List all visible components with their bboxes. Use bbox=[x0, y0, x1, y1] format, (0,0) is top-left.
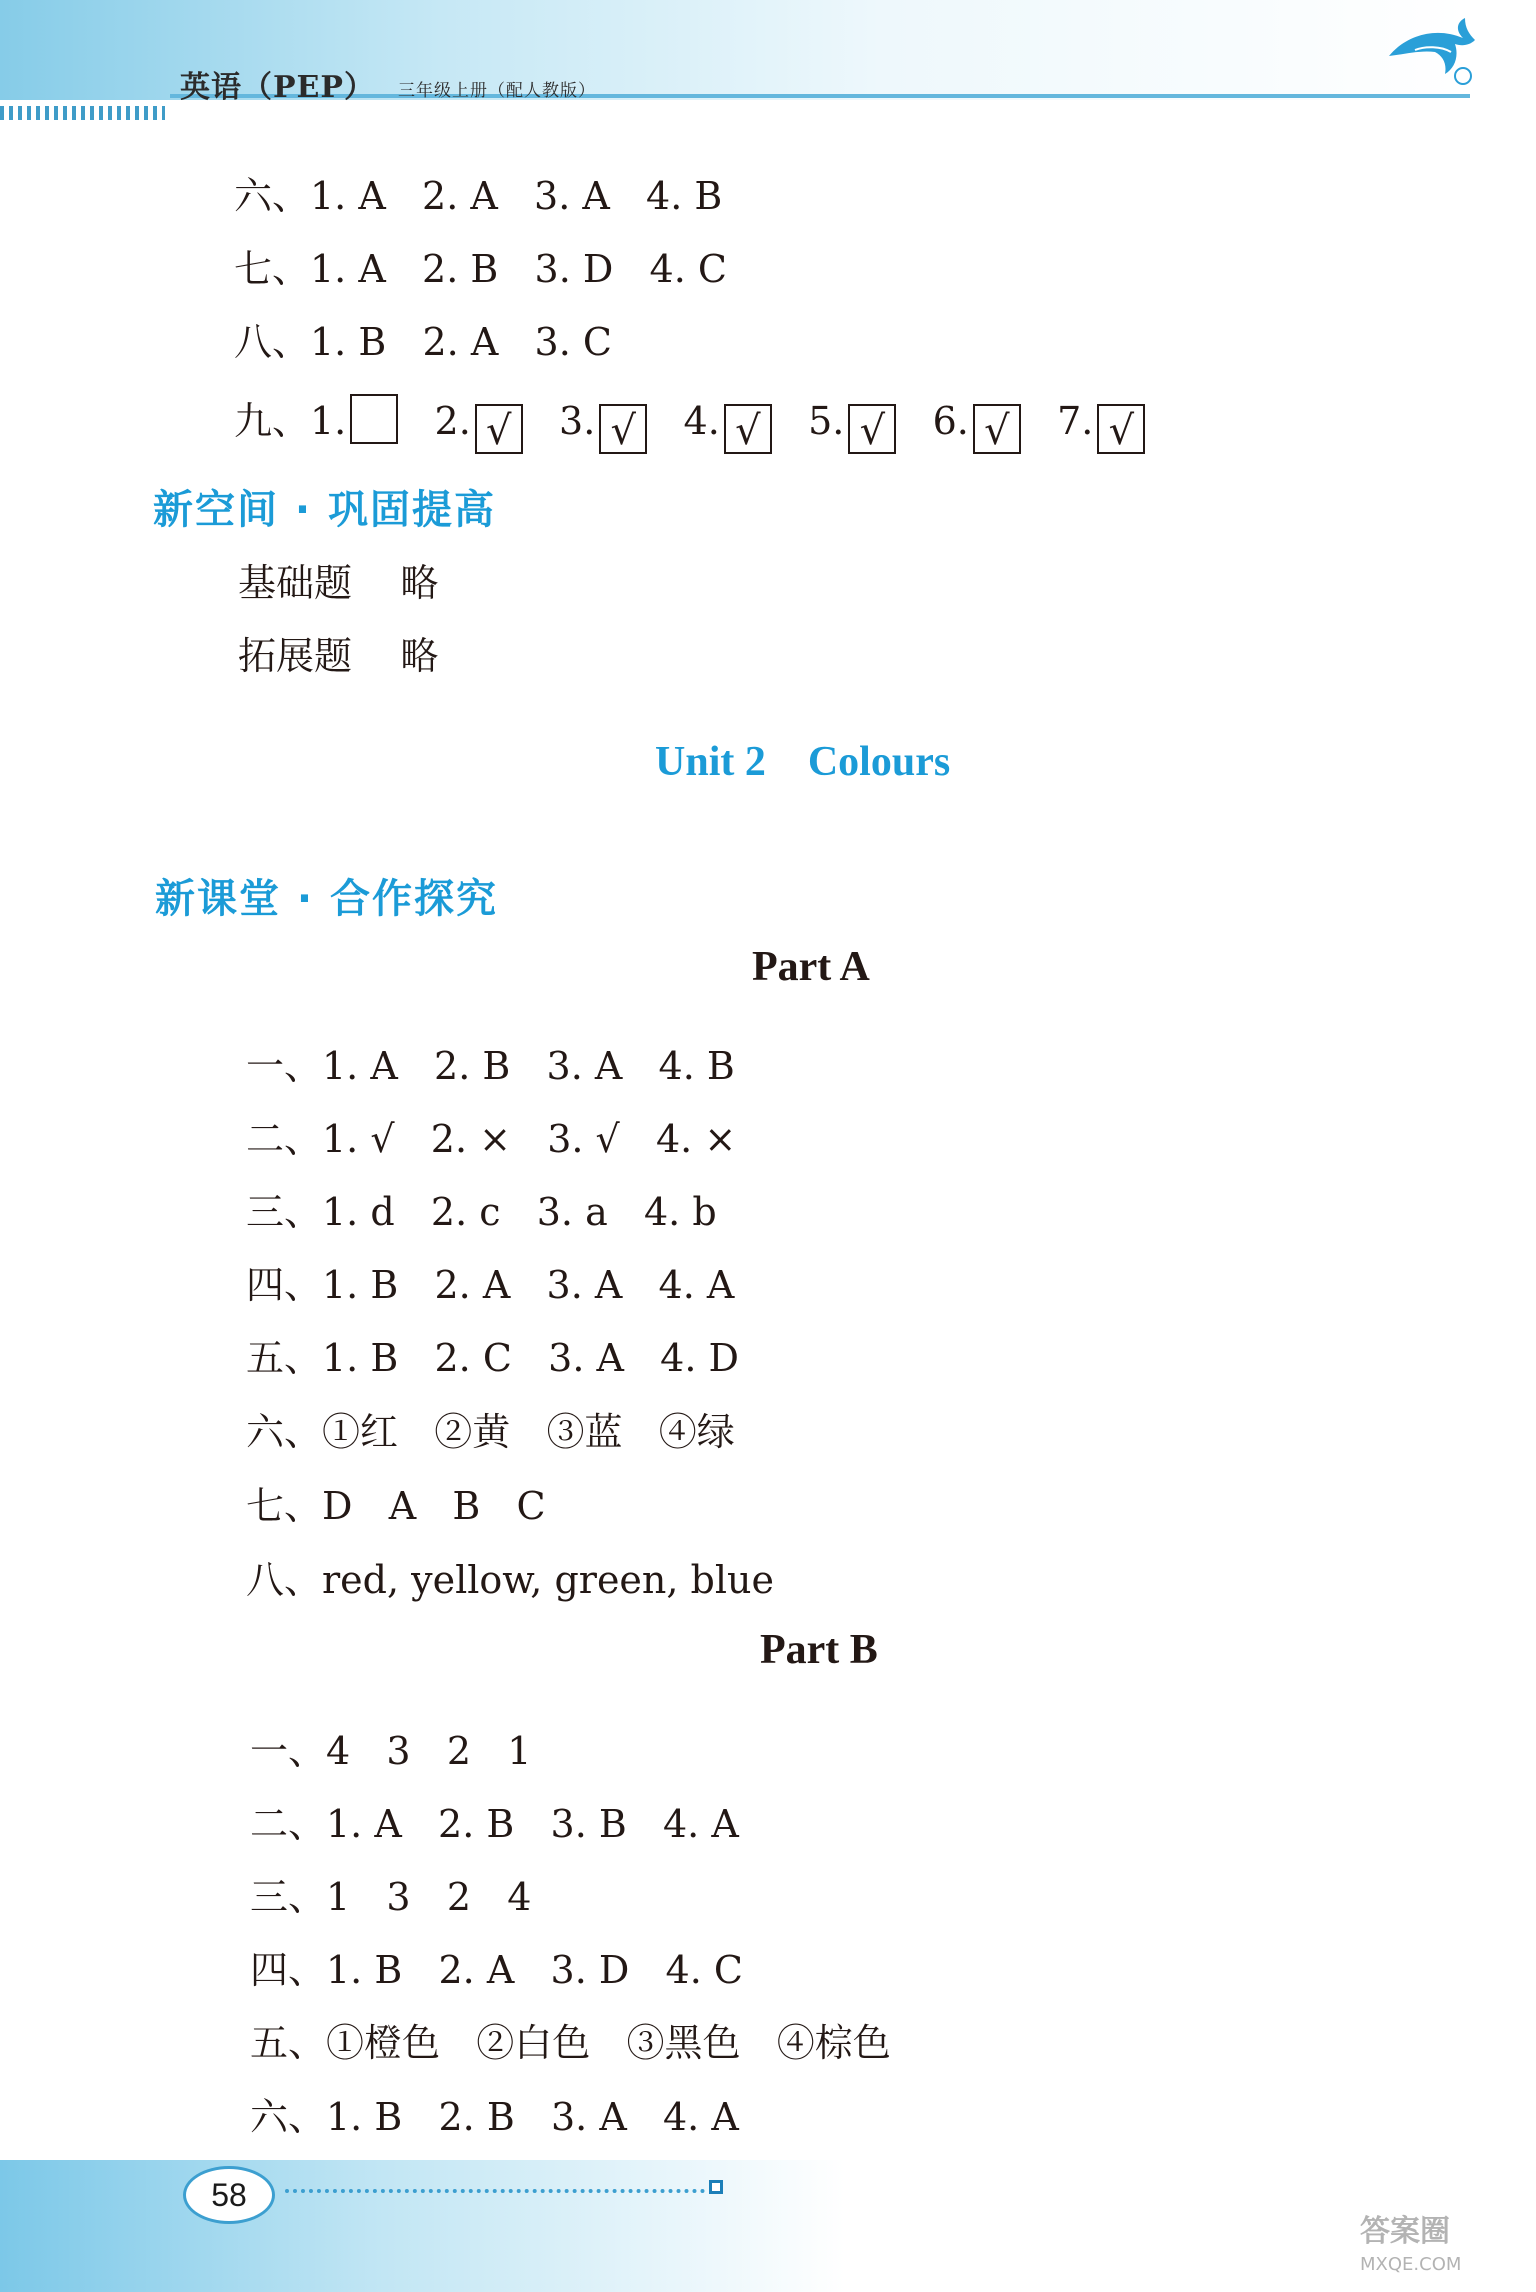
part-b-line-3: 三、1 3 2 4 bbox=[250, 1875, 532, 1919]
unit-title: Unit 2 Colours bbox=[655, 739, 951, 785]
part-a-line-1: 一、1. A 2. B 3. A 4. B bbox=[246, 1044, 735, 1088]
watermark: 答案圈 bbox=[1360, 2214, 1450, 2249]
book-title: 英语（PEP） bbox=[180, 70, 375, 105]
page-number: 58 bbox=[183, 2166, 275, 2224]
answer-line-6: 六、1. A 2. A 3. A 4. B bbox=[234, 174, 723, 218]
answer-line-8: 八、1. B 2. A 3. C bbox=[234, 320, 612, 364]
part-b-title: Part B bbox=[760, 1627, 878, 1673]
answer-box-7: √ bbox=[1097, 404, 1145, 454]
part-b-line-2: 二、1. A 2. B 3. B 4. A bbox=[250, 1802, 739, 1846]
item-number: 3. bbox=[559, 399, 596, 443]
answer-box-1 bbox=[350, 394, 398, 444]
answer-box-6: √ bbox=[973, 404, 1021, 454]
header-tick-marks bbox=[0, 106, 165, 120]
answer-box-2: √ bbox=[475, 404, 523, 454]
dolphin-logo-icon bbox=[1385, 16, 1477, 88]
part-a-line-4: 四、1. B 2. A 3. A 4. A bbox=[246, 1263, 735, 1307]
answer-line-9-prefix: 九、1. bbox=[234, 399, 347, 443]
section-heading-classroom: 新课堂 · 合作探究 bbox=[155, 876, 499, 922]
item-number: 7. bbox=[1057, 399, 1094, 443]
part-a-line-5: 五、1. B 2. C 3. A 4. D bbox=[246, 1336, 739, 1380]
answer-box-5: √ bbox=[848, 404, 896, 454]
answer-line-7: 七、1. A 2. B 3. D 4. C bbox=[234, 247, 727, 291]
answer-box-3: √ bbox=[599, 404, 647, 454]
item-number: 5. bbox=[808, 399, 845, 443]
basic-questions: 基础题 略 bbox=[238, 561, 439, 605]
part-a-line-8: 八、red, yellow, green, blue bbox=[246, 1558, 774, 1602]
part-a-line-2: 二、1. √ 2. × 3. √ 4. × bbox=[246, 1117, 737, 1161]
part-b-line-5: 五、①橙色 ②白色 ③黑色 ④棕色 bbox=[250, 2021, 891, 2065]
book-subtitle: 三年级上册（配人教版） bbox=[398, 81, 596, 101]
part-a-line-3: 三、1. d 2. c 3. a 4. b bbox=[246, 1190, 717, 1234]
footer-square-icon bbox=[709, 2180, 723, 2194]
answer-box-4: √ bbox=[724, 404, 772, 454]
item-number: 2. bbox=[434, 399, 471, 443]
part-b-line-4: 四、1. B 2. A 3. D 4. C bbox=[250, 1948, 743, 1992]
part-a-line-6: 六、①红 ②黄 ③蓝 ④绿 bbox=[246, 1410, 735, 1454]
part-b-line-6: 六、1. B 2. B 3. A 4. A bbox=[250, 2095, 739, 2139]
part-b-line-1: 一、4 3 2 1 bbox=[250, 1729, 532, 1773]
answer-line-9 bbox=[234, 390, 1145, 454]
part-a-title: Part A bbox=[752, 944, 870, 990]
watermark-url: MXQE.COM bbox=[1360, 2254, 1462, 2275]
item-number: 4. bbox=[683, 399, 720, 443]
part-a-line-7: 七、D A B C bbox=[246, 1484, 546, 1528]
extended-questions: 拓展题 略 bbox=[238, 634, 439, 678]
section-heading-consolidate: 新空间 · 巩固提高 bbox=[153, 487, 497, 533]
item-number: 6. bbox=[932, 399, 969, 443]
footer-dotted-rule bbox=[285, 2189, 705, 2193]
